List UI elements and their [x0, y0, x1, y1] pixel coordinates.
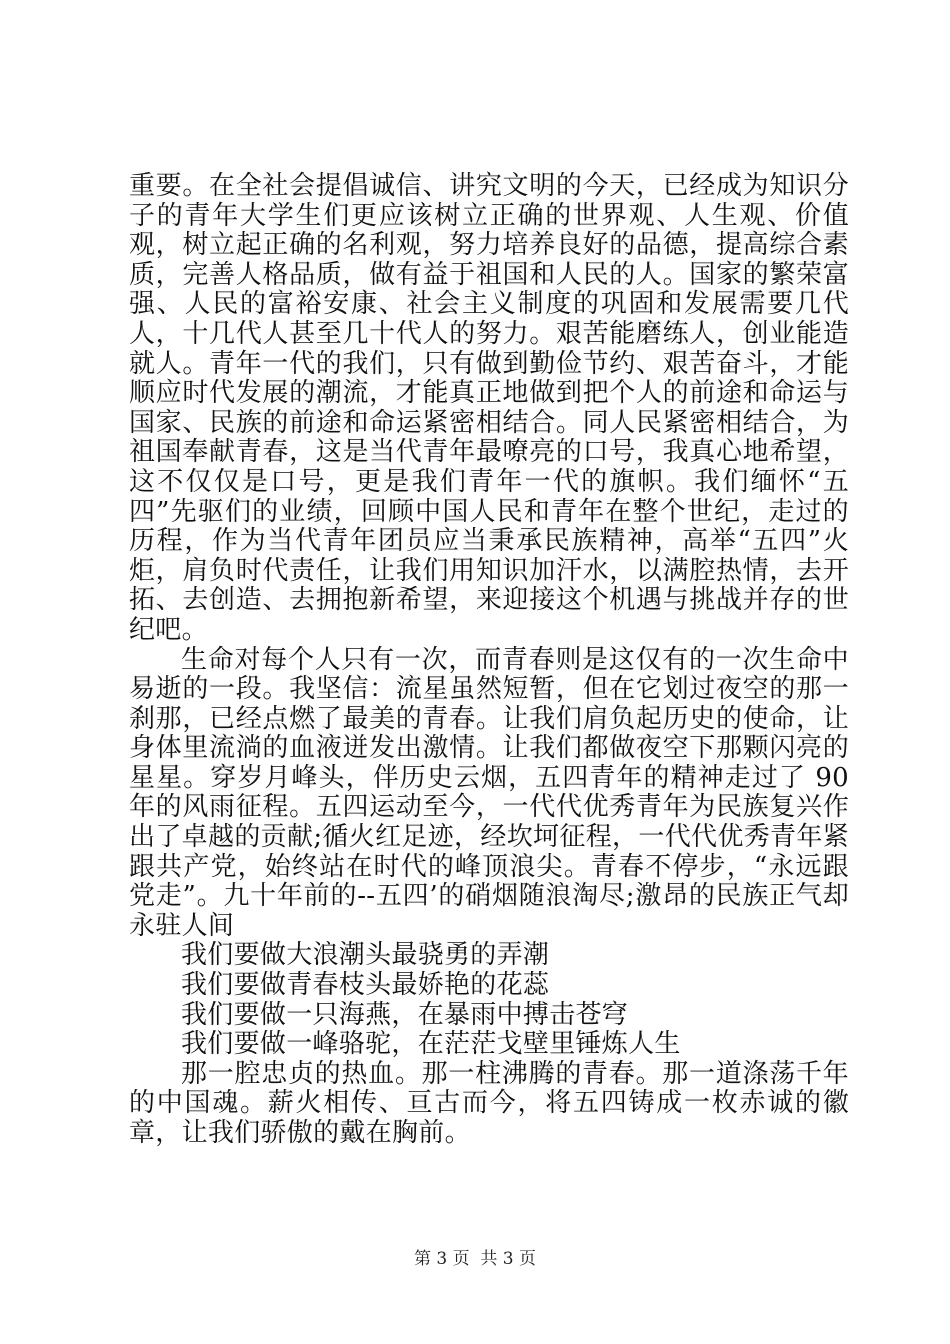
poem-line-3: 我们要做一只海燕，在暴雨中搏击苍穹 — [181, 999, 629, 1030]
poem-line-1: 我们要做大浪潮头最骁勇的弄潮 — [181, 940, 550, 971]
page-number-footer: 第 3 页 共 3 页 — [413, 1249, 537, 1269]
document-body — [129, 172, 849, 1149]
poem-line-4: 我们要做一峰骆驼，在茫茫戈壁里锤炼人生 — [181, 1029, 681, 1060]
closing-paragraph: 那一腔忠贞的热血。那一柱沸腾的青春。那一道涤荡千年的中国魂。薪火相传、亘古而今，将五四铸成一枚赤诚的徽章，让我们骄傲的戴在胸前。 — [129, 1058, 849, 1148]
body-paragraph-2: 生命对每个人只有一次，而青春则是这仅有的一次生命中易逝的一段。我坚信：流星虽然短暂，但在它划过夜空的那一刹那，已经点燃了最美的青春。让我们肩负起历史的使命，让身体里流淌的血液迸发出激情。让我们都做夜空下那颗闪亮的星星。穿岁月峰头，伴历史云烟，五四青年的精神走过了 90 年的风雨征程。五四运动至今，一代代优秀青年为民族复兴作出了卓越的贡献;循火红足迹，经坎坷征程，一代代优秀青年紧跟共产党，始终站在时代的峰顶浪尖。青春不停步，“永远跟党走”。九十年前的--五四’的硝烟随浪淘尽;激昂的民族正气却永驻人间 — [129, 644, 849, 941]
poem-line-2: 我们要做青春枝头最娇艳的花蕊 — [181, 970, 550, 1001]
body-paragraph-1: 重要。在全社会提倡诚信、讲究文明的今天，已经成为知识分子的青年大学生们更应该树立正确的世界观、人生观、价值观，树立起正确的名利观，努力培养良好的品德，提高综合素质，完善人格品质，做有益于祖国和人民的人。国家的繁荣富强、人民的富裕安康、社会主义制度的巩固和发展需要几代人，十几代人甚至几十代人的努力。艰苦能磨练人，创业能造就人。青年一代的我们，只有做到勤俭节约、艰苦奋斗，才能顺应时代发展的潮流，才能真正地做到把个人的前途和命运与国家、民族的前途和命运紧密相结合。同人民紧密相结合，为祖国奉献青春，这是当代青年最嘹亮的口号，我真心地希望，这不仅仅是口号，更是我们青年一代的旗帜。我们缅怀“五四”先驱们的业绩，回顾中国人民和青年在整个世纪，走过的历程，作为当代青年团员应当秉承民族精神，高举“五四”火炬，肩负时代责任，让我们用知识加汗水，以满腔热情，去开拓、去创造、去拥抱新希望，来迎接这个机遇与挑战并存的世纪吧。 — [129, 171, 849, 645]
